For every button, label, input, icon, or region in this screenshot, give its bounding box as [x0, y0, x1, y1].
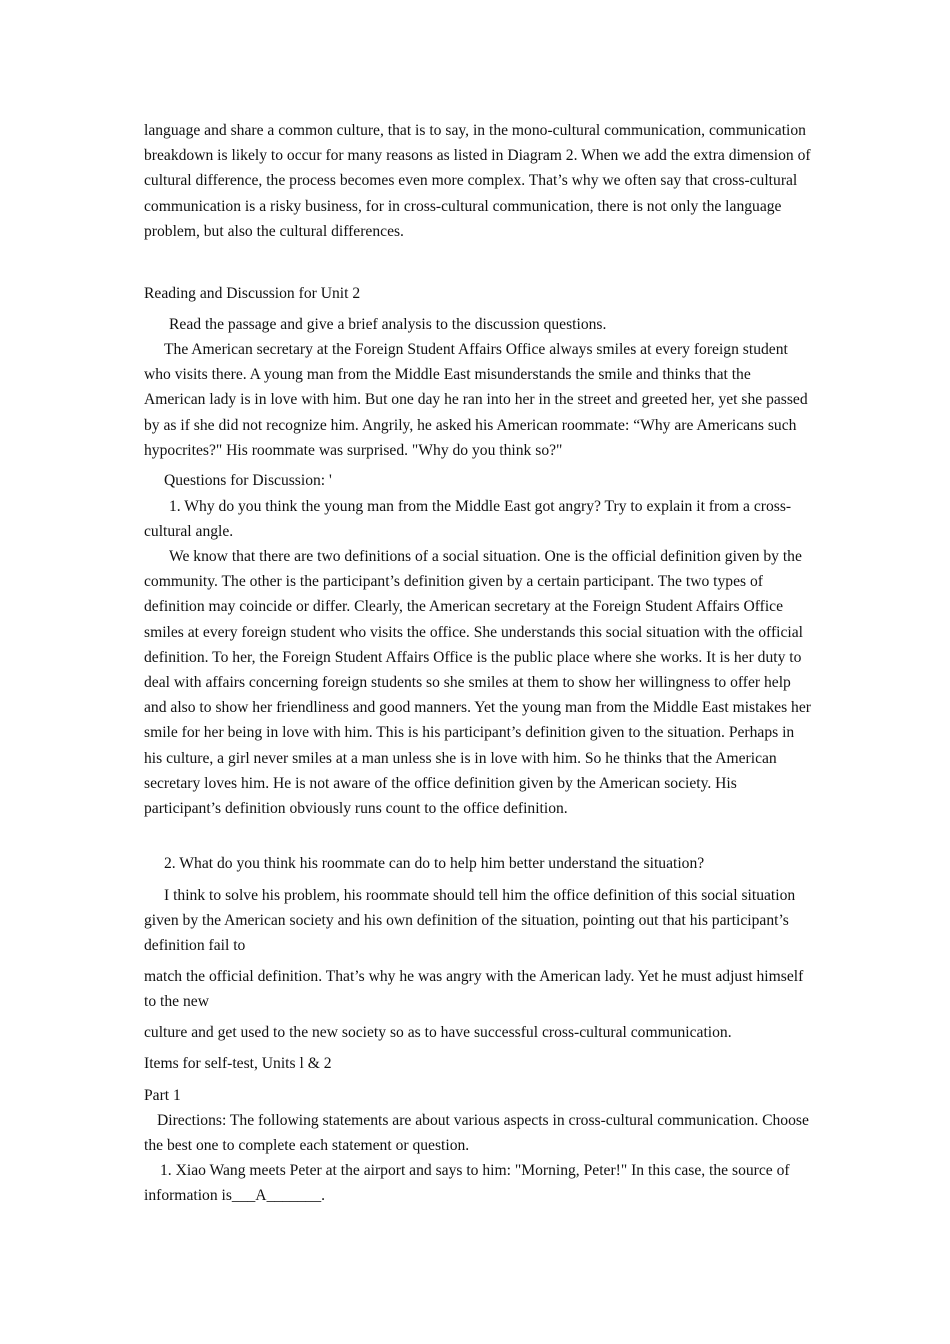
- answer-1: We know that there are two definitions of a social situation. One is the official definition given by the community. The other is the participant’s definition given by a certain participant. The two types of definition may coincide or differ. Clearly, the American secretary at the Foreign Student Affairs Office smiles at every foreign student who visits the office. She understands this social situation with the official definition. To her, the Foreign Student Affairs Office is the public place where she works. It is her duty to deal with affairs concerning foreign students so she smiles at them to show her willingness to offer help and also to show her friendliness and good manners. Yet the young man from the Middle East mistakes her smile for her being in love with him. This is his participant’s definition given to the situation. Perhaps in his culture, a girl never smiles at a man unless she is in love with him. So he thinks that the American secretary loves him. He is not aware of the office definition given by the American society. His participant’s definition obviously runs count to the office definition.: [144, 548, 811, 818]
- question-2: 2. What do you think his roommate can do to help him better understand the situation?: [164, 855, 705, 872]
- intro-paragraph: language and share a common culture, that is to say, in the mono-cultural communication, communication breakdown is likely to occur for many reasons as listed in Diagram 2. When we add the extra dimension of cultural difference, the process becomes even more complex. That’s why we often say that cross-cultural communication is a risky business, for in cross-cultural communication, there is not only the language problem, but also the cultural differences.: [144, 122, 811, 240]
- question-1: 1. Why do you think the young man from the Middle East got angry? Try to explain it from a cross-cultural angle.: [144, 498, 792, 541]
- answer-2-part-2: match the official definition. That’s why he was angry with the American lady. Yet he must adjust himself to the new: [144, 968, 804, 1011]
- section-heading: Reading and Discussion for Unit 2: [144, 285, 361, 302]
- instruction-text: Read the passage and give a brief analysis to the discussion questions.: [169, 316, 607, 333]
- passage-paragraph: The American secretary at the Foreign Student Affairs Office always smiles at every foreign student who visits there. A young man from the Middle East misunderstands the smile and thinks that the American lady is in love with him. But one day he ran into her in the street and greeted her, yet she passed by as if she did not recognize him. Angrily, he asked his American roommate: “Why are Americans such hypocrites?" His roommate was surprised. "Why do you think so?": [144, 341, 808, 459]
- directions-text: Directions: The following statements are about various aspects in cross-cultural communication. Choose the best one to complete each statement or question.: [144, 1112, 809, 1155]
- answer-2-part-1: I think to solve his problem, his roommate should tell him the office definition of this social situation given by the American society and his own definition of the situation, pointing out that his participant’s definition fail to: [144, 887, 796, 955]
- part-label: Part 1: [144, 1087, 181, 1104]
- item-1: 1. Xiao Wang meets Peter at the airport and says to him: "Morning, Peter!" In this case, the source of information is___A_______.: [144, 1162, 790, 1205]
- answer-2-part-3: culture and get used to the new society so as to have successful cross-cultural communication.: [144, 1024, 732, 1041]
- selftest-heading: Items for self-test, Units l & 2: [144, 1055, 332, 1072]
- questions-heading: Questions for Discussion: ': [164, 472, 332, 489]
